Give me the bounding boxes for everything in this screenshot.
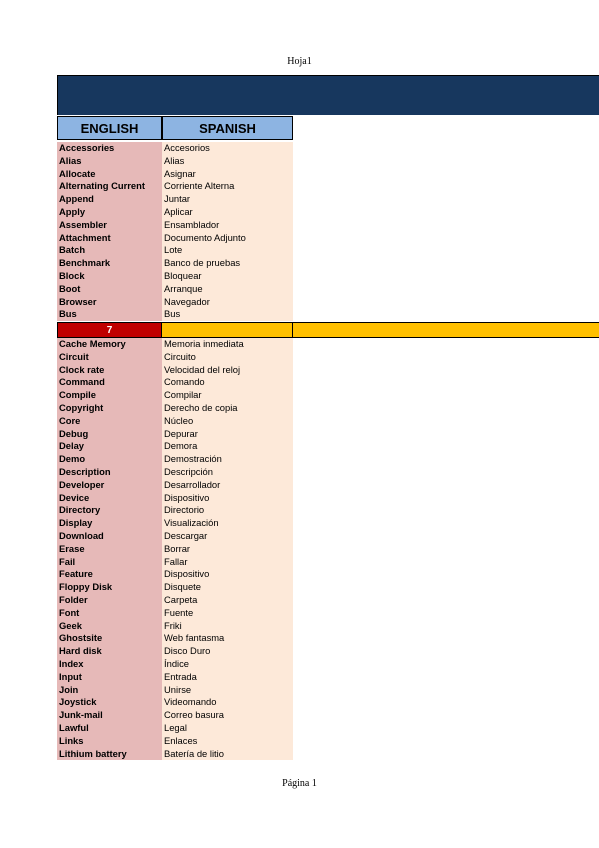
section-band bbox=[57, 322, 599, 338]
english-term: Cache Memory bbox=[57, 338, 162, 351]
english-term: Alias bbox=[57, 155, 162, 168]
english-term: Joystick bbox=[57, 696, 162, 709]
english-term: Join bbox=[57, 684, 162, 697]
english-term: Index bbox=[57, 658, 162, 671]
table-row bbox=[57, 658, 293, 671]
english-term: Links bbox=[57, 735, 162, 748]
spanish-term: Borrar bbox=[162, 543, 293, 556]
english-term: Command bbox=[57, 376, 162, 389]
spanish-term: Fuente bbox=[162, 607, 293, 620]
spanish-term: Arranque bbox=[162, 283, 293, 296]
english-term: Junk-mail bbox=[57, 709, 162, 722]
english-term: Accessories bbox=[57, 142, 162, 155]
spanish-term: Depurar bbox=[162, 428, 293, 441]
spanish-term: Disco Duro bbox=[162, 645, 293, 658]
table-row bbox=[57, 568, 293, 581]
spanish-term: Lote bbox=[162, 244, 293, 257]
table-row bbox=[57, 364, 293, 377]
spanish-term: Comando bbox=[162, 376, 293, 389]
table-row bbox=[57, 389, 293, 402]
table-row bbox=[57, 415, 293, 428]
table-row bbox=[57, 632, 293, 645]
spanish-term: Circuito bbox=[162, 351, 293, 364]
table-row bbox=[57, 748, 293, 761]
english-term: Delay bbox=[57, 440, 162, 453]
english-term: Browser bbox=[57, 296, 162, 309]
spanish-term: Dispositivo bbox=[162, 568, 293, 581]
english-term: Compile bbox=[57, 389, 162, 402]
table-row bbox=[57, 684, 293, 697]
glossary-block-a-b bbox=[57, 142, 293, 321]
spanish-term: Enlaces bbox=[162, 735, 293, 748]
spanish-term: Web fantasma bbox=[162, 632, 293, 645]
table-row bbox=[57, 376, 293, 389]
spanish-term: Memoria inmediata bbox=[162, 338, 293, 351]
table-row bbox=[57, 193, 293, 206]
spanish-term: Asignar bbox=[162, 168, 293, 181]
spanish-term: Bloquear bbox=[162, 270, 293, 283]
english-term: Alternating Current bbox=[57, 180, 162, 193]
spanish-term: Núcleo bbox=[162, 415, 293, 428]
spanish-term: Correo basura bbox=[162, 709, 293, 722]
spanish-term: Bus bbox=[162, 308, 293, 321]
sheet-name: Hoja1 bbox=[287, 56, 312, 67]
table-row bbox=[57, 180, 293, 193]
spanish-term: Descargar bbox=[162, 530, 293, 543]
spanish-term: Ensamblador bbox=[162, 219, 293, 232]
english-term: Assembler bbox=[57, 219, 162, 232]
table-row bbox=[57, 155, 293, 168]
spanish-term: Friki bbox=[162, 620, 293, 633]
english-term: Hard disk bbox=[57, 645, 162, 658]
table-row bbox=[57, 517, 293, 530]
table-row bbox=[57, 466, 293, 479]
table-row bbox=[57, 206, 293, 219]
spanish-term: Descripción bbox=[162, 466, 293, 479]
section-band-spanish-cell bbox=[162, 323, 293, 337]
english-term: Display bbox=[57, 517, 162, 530]
table-row bbox=[57, 351, 293, 364]
english-term: Developer bbox=[57, 479, 162, 492]
english-term: Ghostsite bbox=[57, 632, 162, 645]
table-row bbox=[57, 428, 293, 441]
spanish-term: Dispositivo bbox=[162, 492, 293, 505]
english-term: Directory bbox=[57, 504, 162, 517]
table-row bbox=[57, 492, 293, 505]
table-row bbox=[57, 530, 293, 543]
table-row bbox=[57, 620, 293, 633]
spanish-term: Directorio bbox=[162, 504, 293, 517]
spanish-term: Legal bbox=[162, 722, 293, 735]
english-term: Folder bbox=[57, 594, 162, 607]
table-row bbox=[57, 270, 293, 283]
english-term: Append bbox=[57, 193, 162, 206]
english-term: Attachment bbox=[57, 232, 162, 245]
english-term: Debug bbox=[57, 428, 162, 441]
table-row bbox=[57, 257, 293, 270]
spanish-term: Aplicar bbox=[162, 206, 293, 219]
spanish-term: Entrada bbox=[162, 671, 293, 684]
table-row bbox=[57, 308, 293, 321]
english-term: Download bbox=[57, 530, 162, 543]
table-row bbox=[57, 543, 293, 556]
spanish-term: Banco de pruebas bbox=[162, 257, 293, 270]
table-row bbox=[57, 504, 293, 517]
english-term: Lithium battery bbox=[57, 748, 162, 761]
spanish-term: Navegador bbox=[162, 296, 293, 309]
table-row bbox=[57, 594, 293, 607]
english-term: Description bbox=[57, 466, 162, 479]
spanish-term: Compilar bbox=[162, 389, 293, 402]
table-row bbox=[57, 735, 293, 748]
spanish-term: Disquete bbox=[162, 581, 293, 594]
spanish-term: Fallar bbox=[162, 556, 293, 569]
table-row bbox=[57, 244, 293, 257]
section-marker: 7 bbox=[57, 322, 162, 338]
table-row bbox=[57, 645, 293, 658]
english-term: Erase bbox=[57, 543, 162, 556]
spanish-term: Índice bbox=[162, 658, 293, 671]
english-term: Boot bbox=[57, 283, 162, 296]
english-term: Floppy Disk bbox=[57, 581, 162, 594]
english-term: Device bbox=[57, 492, 162, 505]
section-band-fill bbox=[162, 322, 599, 338]
table-row bbox=[57, 219, 293, 232]
column-header-english: ENGLISH bbox=[57, 116, 162, 140]
spanish-term: Visualización bbox=[162, 517, 293, 530]
table-row bbox=[57, 556, 293, 569]
english-term: Allocate bbox=[57, 168, 162, 181]
table-row bbox=[57, 232, 293, 245]
table-row bbox=[57, 142, 293, 155]
spanish-term: Demostración bbox=[162, 453, 293, 466]
table-row bbox=[57, 338, 293, 351]
table-row bbox=[57, 581, 293, 594]
table-row bbox=[57, 722, 293, 735]
table-row bbox=[57, 607, 293, 620]
english-term: Batch bbox=[57, 244, 162, 257]
table-row bbox=[57, 696, 293, 709]
column-header-spanish: SPANISH bbox=[162, 116, 293, 140]
spanish-term: Desarrollador bbox=[162, 479, 293, 492]
spanish-term: Demora bbox=[162, 440, 293, 453]
table-row bbox=[57, 709, 293, 722]
table-row bbox=[57, 440, 293, 453]
table-row bbox=[57, 296, 293, 309]
english-term: Input bbox=[57, 671, 162, 684]
english-term: Demo bbox=[57, 453, 162, 466]
english-term: Benchmark bbox=[57, 257, 162, 270]
spanish-term: Corriente Alterna bbox=[162, 180, 293, 193]
spanish-term: Accesorios bbox=[162, 142, 293, 155]
english-term: Copyright bbox=[57, 402, 162, 415]
table-row bbox=[57, 453, 293, 466]
english-term: Bus bbox=[57, 308, 162, 321]
english-term: Block bbox=[57, 270, 162, 283]
english-term: Clock rate bbox=[57, 364, 162, 377]
spanish-term: Documento Adjunto bbox=[162, 232, 293, 245]
spanish-term: Alias bbox=[162, 155, 293, 168]
page-footer: Página 1 bbox=[282, 778, 317, 789]
english-term: Circuit bbox=[57, 351, 162, 364]
english-term: Font bbox=[57, 607, 162, 620]
spanish-term: Unirse bbox=[162, 684, 293, 697]
english-term: Fail bbox=[57, 556, 162, 569]
table-row bbox=[57, 479, 293, 492]
glossary-block-c-l bbox=[57, 338, 293, 760]
english-term: Apply bbox=[57, 206, 162, 219]
spanish-term: Juntar bbox=[162, 193, 293, 206]
english-term: Core bbox=[57, 415, 162, 428]
spanish-term: Velocidad del reloj bbox=[162, 364, 293, 377]
table-row bbox=[57, 402, 293, 415]
english-term: Lawful bbox=[57, 722, 162, 735]
spanish-term: Carpeta bbox=[162, 594, 293, 607]
english-term: Geek bbox=[57, 620, 162, 633]
spanish-term: Batería de litio bbox=[162, 748, 293, 761]
table-row bbox=[57, 283, 293, 296]
table-row bbox=[57, 671, 293, 684]
title-band bbox=[57, 75, 599, 115]
table-row bbox=[57, 168, 293, 181]
english-term: Feature bbox=[57, 568, 162, 581]
spanish-term: Derecho de copia bbox=[162, 402, 293, 415]
spanish-term: Videomando bbox=[162, 696, 293, 709]
